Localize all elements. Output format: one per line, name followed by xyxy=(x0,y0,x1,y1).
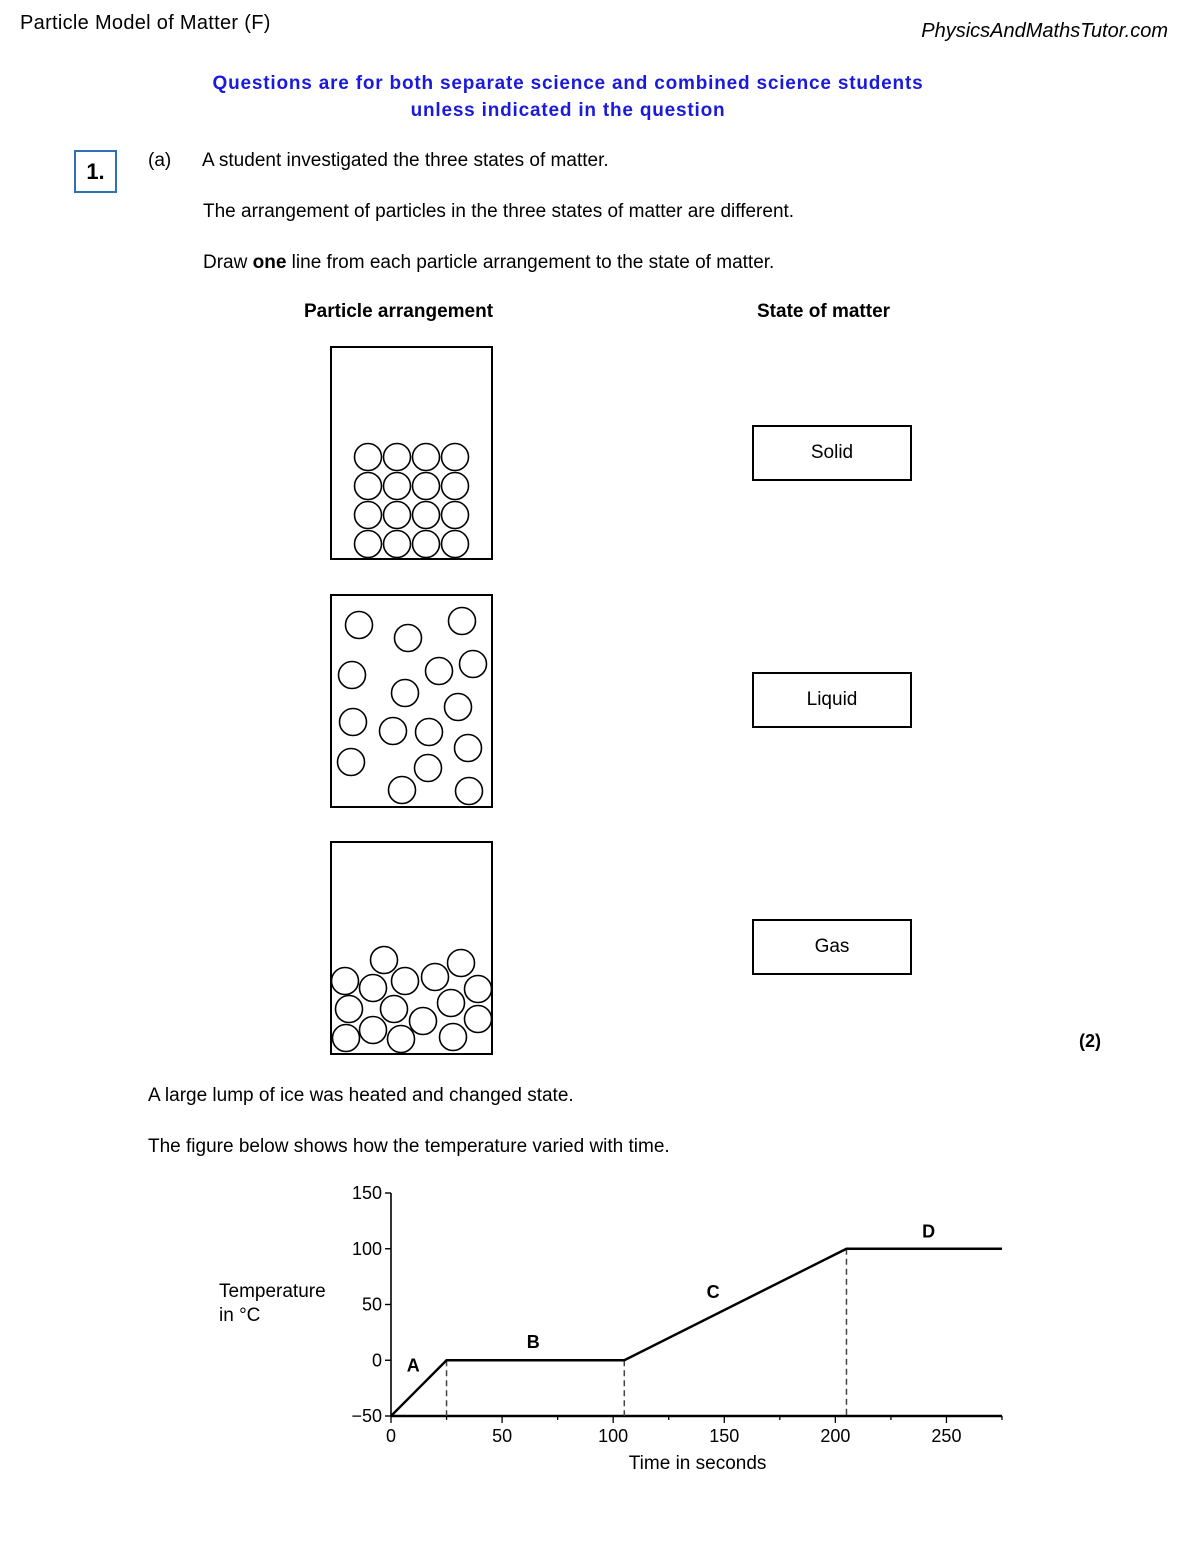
instruction-text-start: Draw xyxy=(203,252,253,273)
x-tick-label: 200 xyxy=(820,1426,851,1446)
region-label-a: A xyxy=(406,1355,420,1376)
particle xyxy=(413,444,440,471)
particle xyxy=(442,531,469,558)
particle xyxy=(442,502,469,529)
state-box-liquid[interactable]: Liquid xyxy=(752,672,912,728)
temperature-time-graph xyxy=(0,1170,1200,1490)
follow-on-line-1: A large lump of ice was heated and changed state. xyxy=(148,1085,574,1106)
particle xyxy=(442,473,469,500)
state-box-solid[interactable]: Solid xyxy=(752,425,912,481)
marks-label: (2) xyxy=(1079,1031,1101,1051)
y-tick-label: 0 xyxy=(371,1350,382,1371)
particle xyxy=(340,709,367,736)
particle xyxy=(355,473,382,500)
particle xyxy=(333,1025,360,1052)
document-title: Particle Model of Matter (F) xyxy=(20,12,271,34)
y-axis-label: Temperature xyxy=(219,1281,326,1302)
particle xyxy=(442,444,469,471)
particle xyxy=(413,502,440,529)
particles-clustered xyxy=(332,947,492,1053)
particle xyxy=(371,947,398,974)
particle xyxy=(384,473,411,500)
particle xyxy=(338,749,365,776)
particle xyxy=(416,719,443,746)
instruction-emphasis: one xyxy=(252,252,287,273)
particle xyxy=(465,976,492,1003)
y-tick-label: 150 xyxy=(351,1183,382,1203)
follow-on-line-2: The figure below shows how the temperature varied with time. xyxy=(148,1136,670,1157)
particle xyxy=(455,735,482,762)
particle xyxy=(360,975,387,1002)
region-label-b: B xyxy=(526,1331,540,1352)
x-axis-label: Time in seconds xyxy=(628,1453,767,1474)
y-axis-label: in °C xyxy=(219,1305,261,1326)
particle xyxy=(449,608,476,635)
particle xyxy=(336,996,363,1023)
y-tick-label: −50 xyxy=(351,1406,382,1426)
particle xyxy=(422,964,449,991)
particle xyxy=(392,680,419,707)
particle xyxy=(380,718,407,745)
particle xyxy=(346,612,373,639)
particle xyxy=(413,531,440,558)
x-tick-label: 150 xyxy=(709,1426,740,1446)
part-intro: A student investigated the three states of matter. xyxy=(202,150,609,171)
particle xyxy=(389,777,416,804)
particle xyxy=(410,1008,437,1035)
part-statement: The arrangement of particles in the three states of matter are different. xyxy=(203,201,795,222)
region-label-c: C xyxy=(706,1281,720,1302)
particle xyxy=(339,662,366,689)
particle xyxy=(413,473,440,500)
x-tick-label: 100 xyxy=(598,1426,629,1446)
region-label-d: D xyxy=(922,1221,936,1242)
y-tick-label: 100 xyxy=(351,1238,382,1259)
particle xyxy=(438,990,465,1017)
particle xyxy=(415,755,442,782)
notice-line-2: unless indicated in the question xyxy=(410,100,726,121)
particle xyxy=(332,968,359,995)
instruction-text-end: line from each particle arrangement to the state of matter. xyxy=(286,252,775,273)
particle xyxy=(395,625,422,652)
particles-spread xyxy=(338,608,487,805)
particle xyxy=(448,950,475,977)
particle xyxy=(381,996,408,1023)
question-number: 1. xyxy=(74,150,117,193)
particle xyxy=(456,778,483,805)
part-label: (a) xyxy=(148,150,172,171)
particle xyxy=(360,1017,387,1044)
particle xyxy=(355,444,382,471)
site-name: PhysicsAndMathsTutor.com xyxy=(921,20,1168,42)
x-tick-label: 50 xyxy=(492,1426,513,1446)
column-heading-arrangement: Particle arrangement xyxy=(304,301,494,322)
particle xyxy=(440,1024,467,1051)
particle xyxy=(384,531,411,558)
state-box-gas[interactable]: Gas xyxy=(752,919,912,975)
x-tick-label: 0 xyxy=(385,1426,397,1446)
particle xyxy=(392,968,419,995)
particle xyxy=(445,694,472,721)
particles-ordered xyxy=(355,444,469,558)
particle xyxy=(355,502,382,529)
particle xyxy=(355,531,382,558)
particle xyxy=(426,658,453,685)
particle xyxy=(384,444,411,471)
particle xyxy=(460,651,487,678)
particle xyxy=(388,1026,415,1053)
temperature-line xyxy=(391,1249,1002,1416)
y-tick-label: 50 xyxy=(361,1294,382,1315)
column-heading-state: State of matter xyxy=(757,301,891,322)
notice-line-1: Questions are for both separate science and combined science students xyxy=(212,73,924,94)
particle xyxy=(384,502,411,529)
x-tick-label: 250 xyxy=(931,1426,962,1446)
particle xyxy=(465,1006,492,1033)
